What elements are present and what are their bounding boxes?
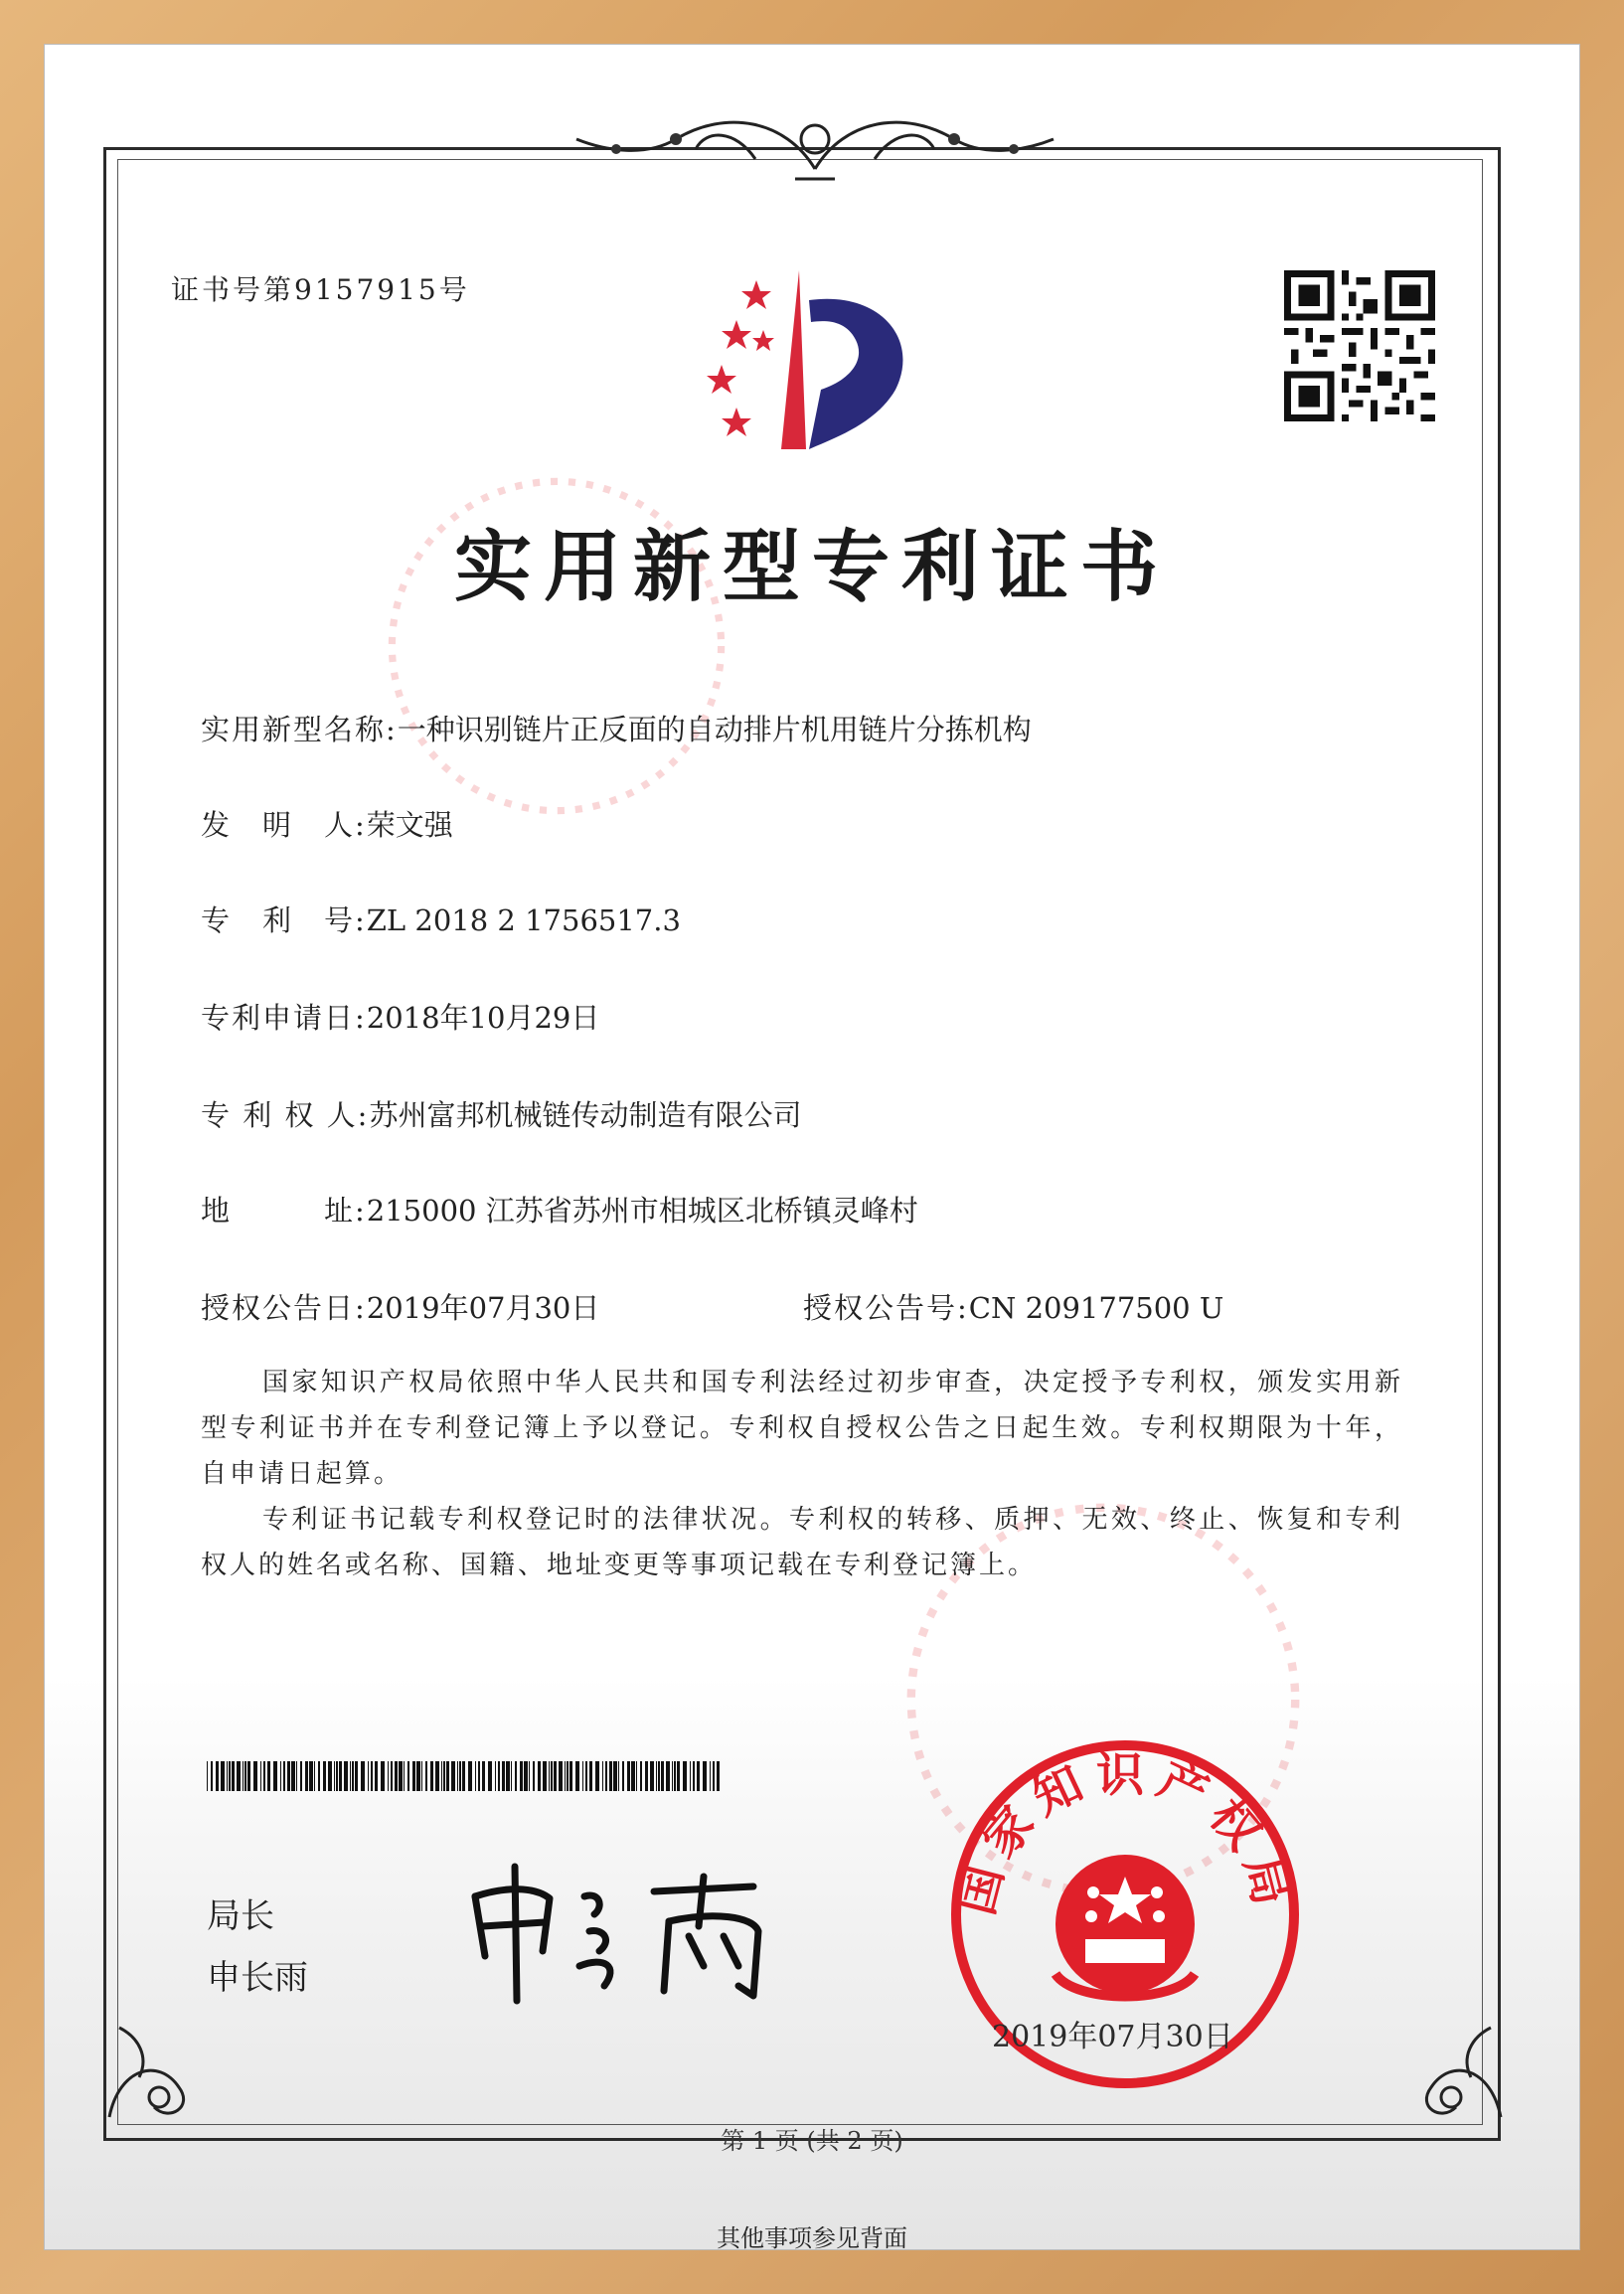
field-value: 一种识别链片正反面的自动排片机用链片分拣机构 bbox=[397, 713, 1032, 746]
body-paragraph-1: 国家知识产权局依照中华人民共和国专利法经过初步审查，决定授予专利权，颁发实用新型专利证书并在专利登记簿上予以登记。专利权自授权公告之日起生效。专利权期限为十年，自申请日起算。 bbox=[201, 1368, 1403, 1489]
field-value: CN 209177500 U bbox=[968, 1291, 1224, 1325]
field-address bbox=[201, 1189, 918, 1229]
field-value: 215000 江苏省苏州市相城区北桥镇灵峰村 bbox=[366, 1194, 918, 1228]
field-announce-date bbox=[201, 1286, 599, 1327]
handwritten-signature-icon bbox=[455, 1857, 833, 2006]
director-title: 局长 bbox=[207, 1896, 274, 1936]
field-label: 专 利 权 人: bbox=[201, 1098, 370, 1132]
field-label: 专利申请日: bbox=[201, 1001, 367, 1035]
director-name: 申长雨 bbox=[207, 1958, 308, 1998]
field-utility-model-name bbox=[201, 708, 1032, 748]
page-title: 实用新型专利证书 bbox=[453, 522, 1170, 612]
certificate-number: 证书号第9157915号 bbox=[171, 273, 470, 306]
page-number: 第 1 页 (共 2 页) bbox=[721, 2127, 903, 2155]
field-label: 地 址: bbox=[201, 1194, 367, 1228]
corner-ornament-right-icon bbox=[1391, 1968, 1511, 2127]
field-label: 授权公告日: bbox=[201, 1291, 367, 1325]
field-value: 荣文强 bbox=[366, 808, 453, 842]
field-label: 授权公告号: bbox=[803, 1291, 969, 1325]
svg-text:国家知识产权局: 国家知识产权局 bbox=[948, 1746, 1302, 1921]
field-value: 2018年10月29日 bbox=[366, 1001, 600, 1035]
field-patentee bbox=[201, 1093, 801, 1134]
field-label: 发 明 人: bbox=[201, 808, 367, 842]
seal-date: 2019年07月30日 bbox=[992, 2020, 1233, 2054]
field-label: 专 利 号: bbox=[201, 903, 367, 937]
field-announce-number bbox=[803, 1286, 1223, 1327]
field-patent-number bbox=[201, 899, 681, 939]
field-value: ZL 2018 2 1756517.3 bbox=[366, 903, 681, 937]
body-paragraph-2: 专利证书记载专利权登记时的法律状况。专利权的转移、质押、无效、终止、恢复和专利权人的姓名或名称、国籍、地址变更等事项记载在专利登记簿上。 bbox=[201, 1505, 1403, 1580]
field-value: 2019年07月30日 bbox=[366, 1291, 600, 1325]
field-inventor bbox=[201, 803, 453, 844]
field-label: 实用新型名称: bbox=[201, 713, 398, 746]
qr-code-icon bbox=[1284, 270, 1435, 421]
corner-ornament-left-icon bbox=[99, 1968, 219, 2127]
patent-office-logo-icon bbox=[682, 260, 930, 459]
certificate-body bbox=[201, 1360, 1403, 1588]
footer-note: 其他事项参见背面 bbox=[717, 2224, 907, 2252]
field-value: 苏州富邦机械链传动制造有限公司 bbox=[369, 1098, 802, 1132]
top-ornament-icon bbox=[557, 99, 1073, 189]
field-application-date bbox=[201, 996, 599, 1037]
barcode-icon bbox=[207, 1761, 724, 1791]
